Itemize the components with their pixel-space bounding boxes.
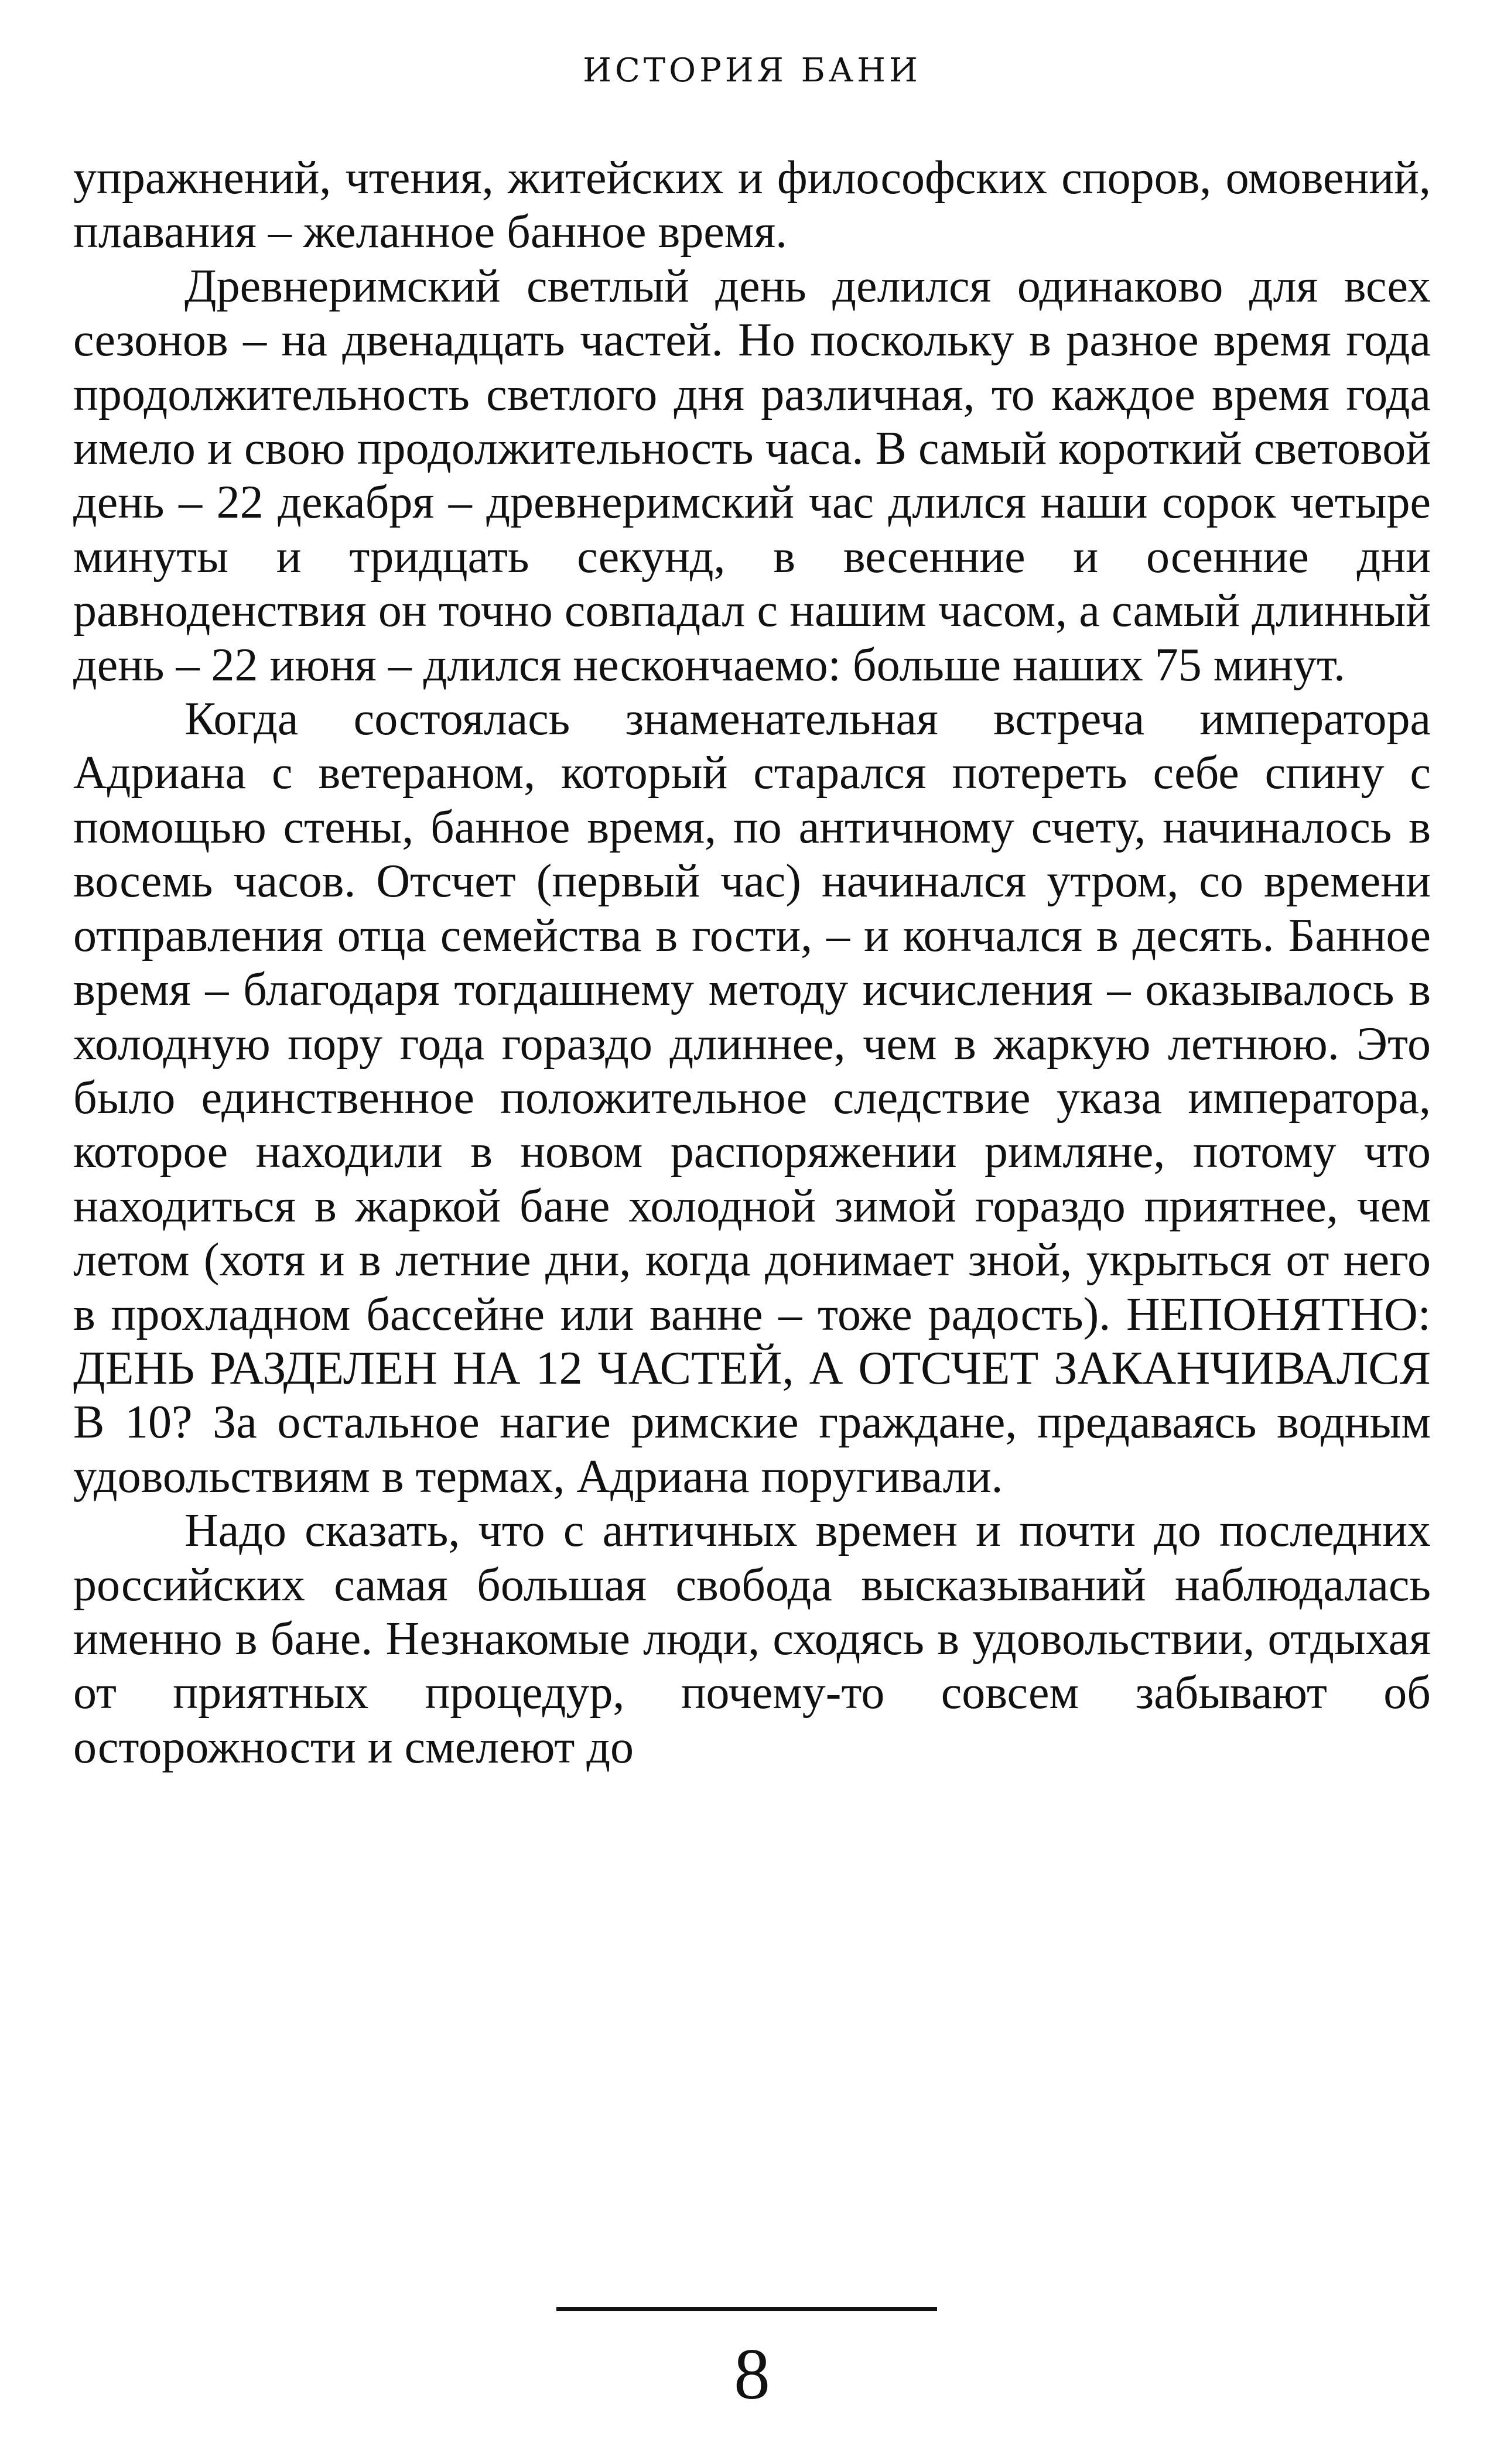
body-text xyxy=(73,151,1431,1774)
page-number: 8 xyxy=(734,2334,770,2414)
paragraph-continued: упражнений, чтения, житейских и философских споров, омовений, плавания – желанное банное время. xyxy=(73,152,1431,258)
paragraph-freedom: Надо сказать, что с античных времен и почти до последних российских самая большая свобода высказываний наблюдалась именно в бане. Незнакомые люди, сходясь в удовольствии, отдыхая от приятных процедур, почему-то совсем забывают об осторожности и смелеют до xyxy=(73,1505,1431,1773)
running-head: ИСТОРИЯ БАНИ xyxy=(583,52,921,90)
paragraph-roman-day: Древнеримский светлый день делился одинаково для всех сезонов – на двенадцать частей. Но поскольку в разное время года продолжительность светлого дня различная, то каждое время года имело и свою продолжительность часа. В самый короткий световой день – 22 декабря – древнеримский час длился наши сорок четыре минуты и тридцать секунд, в весенние и осенние дни равноденствия он точно совпадал с нашим часом, а самый длинный день – 22 июня – длился нескончаемо: больше наших 75 минут. xyxy=(73,260,1431,691)
footer-rule xyxy=(556,2307,937,2311)
paragraph-hadrian: Когда состоялась знаменательная встреча императора Адриана с ветераном, который старался потереть себе спину с помощью стены, банное время, по античному счету, начиналось в восемь часов. Отсчет (первый час) начинался утром, со времени отправления отца семейства в гости, – и кончался в десять. Банное время – благодаря тогдашнему методу исчисления – оказывалось в холодную пору года гораздо длиннее, чем в жаркую летнюю. Это было единственное положительное следствие указа императора, которое находили в новом распоряжении римляне, потому что находиться в жаркой бане холодной зимой гораздо приятнее, чем летом (хотя и в летние дни, когда донимает зной, укрыться от него в прохладном бассейне или ванне – тоже радость). НЕПОНЯТНО: ДЕНЬ РАЗДЕЛЕН НА 12 ЧАСТЕЙ, А ОТСЧЕТ ЗАКАНЧИВАЛСЯ В 10? За остальное нагие римские граждане, предаваясь водным удовольствиям в термах, Адриана поругивали. xyxy=(73,693,1431,1503)
